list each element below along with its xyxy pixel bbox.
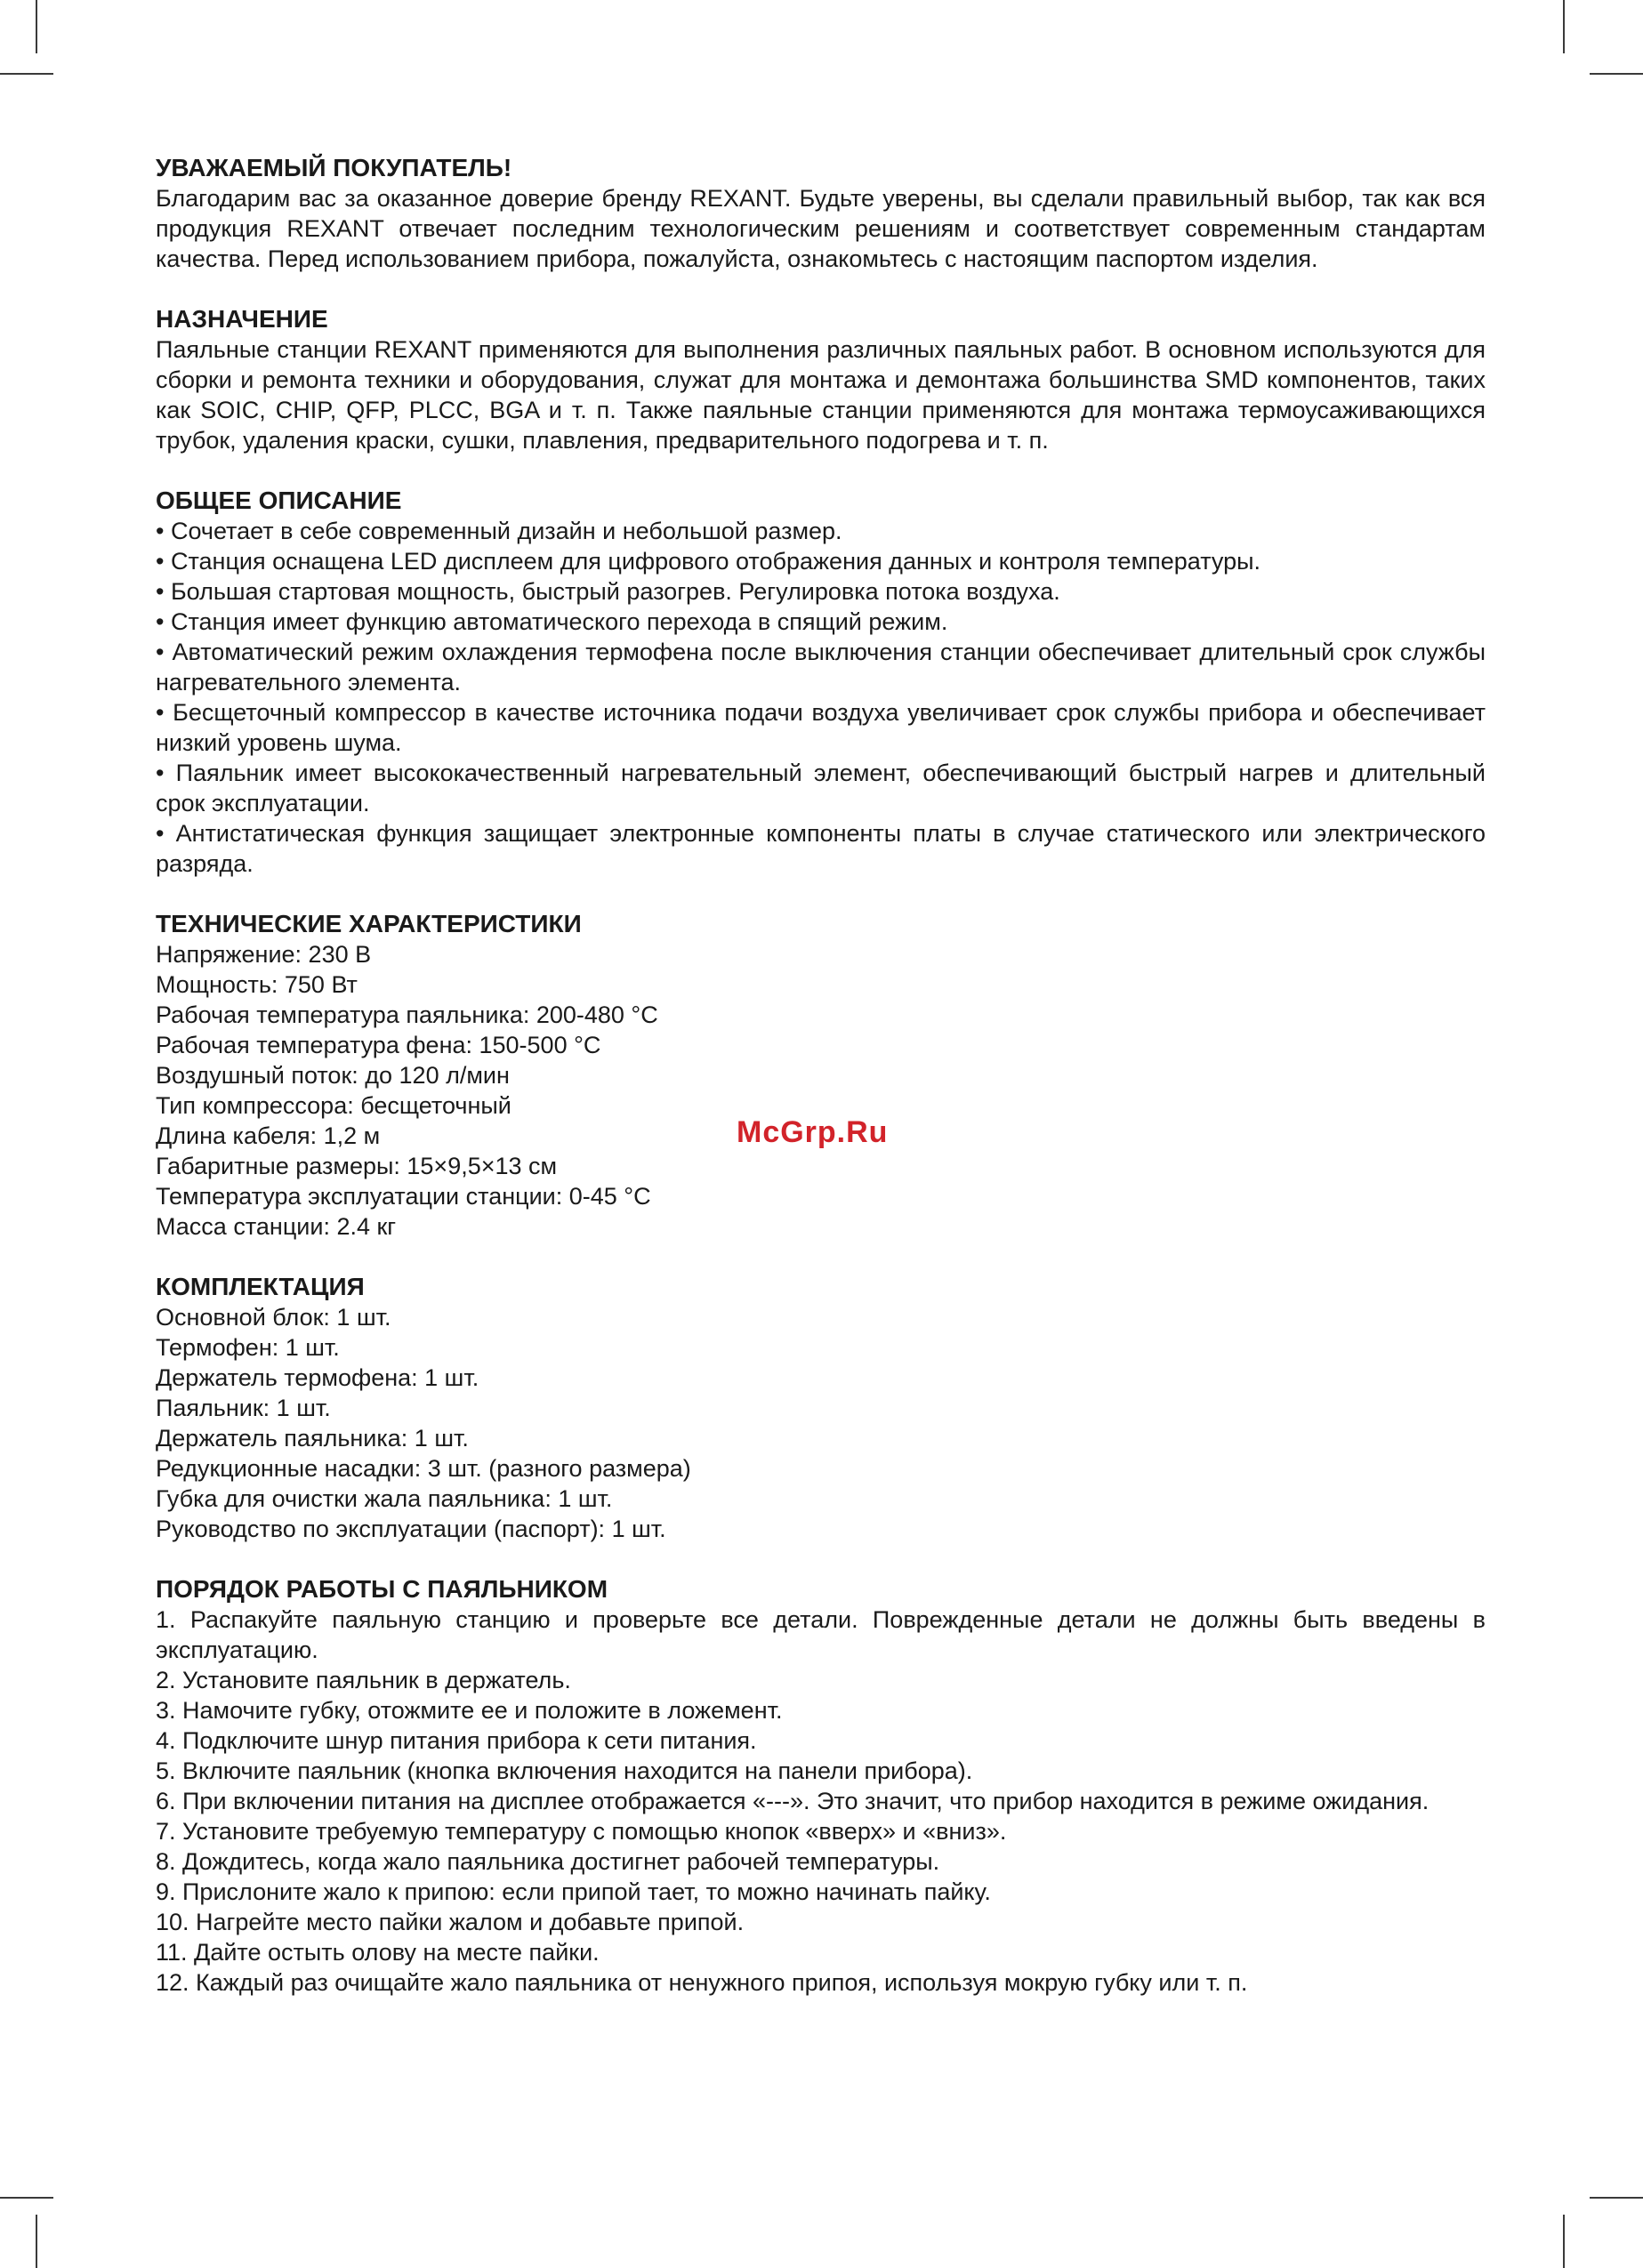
list-item: Длина кабеля: 1,2 м: [156, 1122, 381, 1149]
crop-mark-top-right-h: [1590, 73, 1643, 75]
kit-list: [156, 1302, 1486, 1544]
list-item: Паяльник: 1 шт.: [156, 1395, 331, 1421]
section-title: ТЕХНИЧЕСКИЕ ХАРАКТЕРИСТИКИ: [156, 910, 582, 937]
crop-mark-bottom-left-h: [0, 2197, 53, 2199]
section-greeting: [156, 153, 1486, 274]
section-description: [156, 486, 1486, 879]
list-item: 12. Каждый раз очищайте жало паяльника от ненужного припоя, используя мокрую губку или т. п.: [156, 1969, 1248, 1996]
crop-mark-bottom-left-v: [36, 2215, 37, 2268]
crop-mark-top-right-v: [1563, 0, 1565, 53]
list-item: • Большая стартовая мощность, быстрый разогрев. Регулировка потока воздуха.: [156, 578, 1060, 605]
list-item: Рабочая температура фена: 150-500 °С: [156, 1032, 601, 1058]
crop-mark-bottom-right-h: [1590, 2197, 1643, 2199]
section-title: УВАЖАЕМЫЙ ПОКУПАТЕЛЬ!: [156, 154, 512, 181]
section-kit: [156, 1272, 1486, 1544]
list-item: 2. Установите паяльник в держатель.: [156, 1667, 571, 1693]
list-item: 1. Распакуйте паяльную станцию и проверьте все детали. Поврежденные детали не должны быть введены в эксплуатацию.: [156, 1606, 1486, 1663]
list-item: 7. Установите требуемую температуру с помощью кнопок «вверх» и «вниз».: [156, 1818, 1007, 1845]
crop-mark-bottom-right-v: [1563, 2215, 1565, 2268]
spec-list: [156, 939, 1486, 1242]
list-item: 6. При включении питания на дисплее отображается «---». Это значит, что прибор находится в режиме ожидания.: [156, 1788, 1430, 1814]
list-item: Редукционные насадки: 3 шт. (разного размера): [156, 1455, 691, 1482]
list-item: Тип компрессора: бесщеточный: [156, 1092, 511, 1119]
list-item: Термофен: 1 шт.: [156, 1334, 340, 1361]
list-item: 3. Намочите губку, отожмите ее и положите в ложемент.: [156, 1697, 783, 1724]
section-title: НАЗНАЧЕНИЕ: [156, 305, 328, 333]
crop-mark-top-left-v: [36, 0, 37, 53]
list-item: 10. Нагрейте место пайки жалом и добавьте припой.: [156, 1909, 745, 1935]
list-item: Основной блок: 1 шт.: [156, 1304, 391, 1331]
section-title: КОМПЛЕКТАЦИЯ: [156, 1273, 365, 1300]
list-item: Габаритные размеры: 15×9,5×13 см: [156, 1153, 558, 1179]
paragraph: Паяльные станции REXANT применяются для выполнения различных паяльных работ. В основном используются для сборки и ремонта техники и оборудования, служат для монтажа и демонтажа большинства SMD компонентов, таких как SOIC, CHIP, QFP, PLCC, BGA и т. п. Также паяльные станции применяются для монтажа термоусаживающихся трубок, удаления краски, сушки, плавления, предварительного подогрева и т. п.: [156, 336, 1486, 454]
list-item: Держатель термофена: 1 шт.: [156, 1364, 479, 1391]
list-item: 4. Подключите шнур питания прибора к сети питания.: [156, 1727, 757, 1754]
list-item: Руководство по эксплуатации (паспорт): 1 шт.: [156, 1516, 666, 1542]
list-item: Мощность: 750 Вт: [156, 971, 358, 998]
list-item: Держатель паяльника: 1 шт.: [156, 1425, 469, 1452]
watermark: McGrp.Ru: [737, 1115, 889, 1149]
list-item: 11. Дайте остыть олову на месте пайки.: [156, 1939, 600, 1966]
list-item: • Станция оснащена LED дисплеем для цифрового отображения данных и контроля температуры.: [156, 548, 1260, 575]
section-procedure: [156, 1574, 1486, 1998]
list-item: Масса станции: 2.4 кг: [156, 1213, 397, 1240]
feature-list: [156, 516, 1486, 879]
list-item: • Сочетает в себе современный дизайн и небольшой размер.: [156, 518, 842, 544]
procedure-list: [156, 1604, 1486, 1998]
list-item: • Автоматический режим охлаждения термофена после выключения станции обеспечивает длительный срок службы нагревательного элемента.: [156, 639, 1486, 696]
list-item: • Паяльник имеет высококачественный нагревательный элемент, обеспечивающий быстрый нагрев и длительный срок эксплуатации.: [156, 760, 1486, 816]
section-purpose: [156, 304, 1486, 455]
list-item: Воздушный поток: до 120 л/мин: [156, 1062, 510, 1089]
list-item: 8. Дождитесь, когда жало паяльника достигнет рабочей температуры.: [156, 1848, 940, 1875]
list-item: Температура эксплуатации станции: 0-45 °С: [156, 1183, 651, 1210]
list-item: • Антистатическая функция защищает электронные компоненты платы в случае статического или электрического разряда.: [156, 820, 1486, 877]
list-item: • Бесщеточный компрессор в качестве источника подачи воздуха увеличивает срок службы прибора и обеспечивает низкий уровень шума.: [156, 699, 1486, 756]
document-body: [156, 153, 1486, 2028]
section-specs: [156, 909, 1486, 1242]
list-item: 5. Включите паяльник (кнопка включения находится на панели прибора).: [156, 1757, 973, 1784]
section-title: ОБЩЕЕ ОПИСАНИЕ: [156, 487, 402, 514]
crop-mark-top-left-h: [0, 73, 53, 75]
list-item: 9. Прислоните жало к припою: если припой тает, то можно начинать пайку.: [156, 1878, 991, 1905]
list-item: Напряжение: 230 В: [156, 941, 372, 968]
list-item: • Станция имеет функцию автоматического перехода в спящий режим.: [156, 608, 948, 635]
list-item: Губка для очистки жала паяльника: 1 шт.: [156, 1485, 613, 1512]
paragraph: Благодарим вас за оказанное доверие бренду REXANT. Будьте уверены, вы сделали правильный выбор, так как вся продукция REXANT отвечает последним технологическим решениям и соответствует современным стандартам качества. Перед использованием прибора, пожалуйста, ознакомьтесь с настоящим паспортом изделия.: [156, 185, 1486, 272]
list-item: Рабочая температура паяльника: 200-480 °С: [156, 1001, 658, 1028]
section-title: ПОРЯДОК РАБОТЫ С ПАЯЛЬНИКОМ: [156, 1575, 608, 1603]
